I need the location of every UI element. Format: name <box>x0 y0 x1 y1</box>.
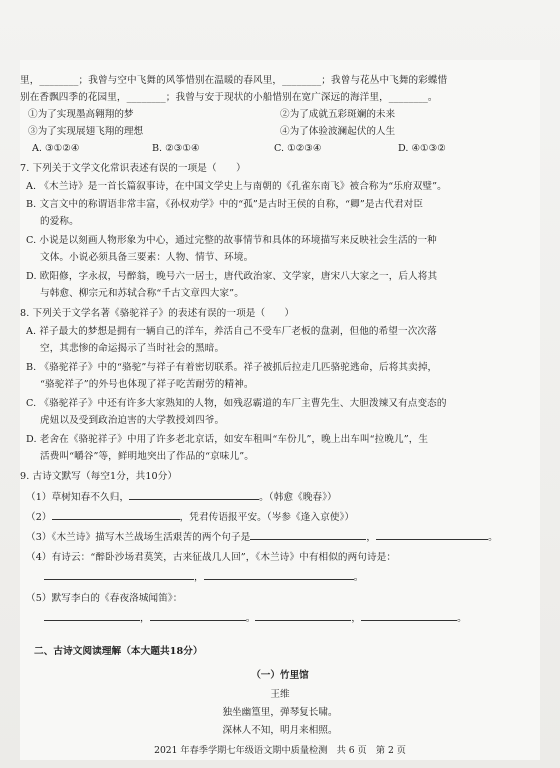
q8-stem: 8. 下列关于文学名著《骆驼祥子》的表述有误的一项是（ ） <box>20 308 295 319</box>
q8-option-d: D. 老舍在《骆驼祥子》中用了许多老北京话，如安车租叫“车份儿”，晚上出车叫“拉晚儿”，生 <box>26 434 429 445</box>
q9-sub-2 <box>26 510 354 524</box>
section-2-heading: 二、古诗文阅读理解（本大题共18分） <box>34 646 203 657</box>
q7-option-b-cont: 的爱称。 <box>40 216 79 227</box>
q9-sub1-blank[interactable] <box>129 490 259 500</box>
q6-option-b: B. ②③①④ <box>152 143 200 154</box>
q6-line1: 里，________；我曾与空中飞舞的风筝惜别在温暖的春风里，________；我曾与花丛中飞舞的彩蝶惜 <box>20 75 448 86</box>
q9-sub3-comma: ， <box>366 532 377 543</box>
q8-option-b: B. 《骆驼祥子》中的“骆驼”与祥子有着密切联系。祥子被抓后拉走几匹骆驼逃命，后将其卖掉， <box>26 362 438 373</box>
q9-sub-4: （4）有诗云：“醉卧沙场君莫笑，古来征战几人回”，《木兰诗》中有相似的两句诗是： <box>26 552 397 563</box>
q9-sub5-blank-4[interactable] <box>361 611 457 621</box>
q9-sub-1 <box>26 490 337 504</box>
q9-sub5-blank-1[interactable] <box>44 611 140 621</box>
poem-author: 王维 <box>270 689 290 700</box>
q6-option-d: D. ④①③② <box>398 143 446 154</box>
q9-sub-5: （5）默写李白的《春夜洛城闻笛》： <box>26 593 183 604</box>
q9-sub1-source: 。（韩愈《晚春》） <box>259 492 337 503</box>
q9-sub5-comma-1: ， <box>140 613 150 624</box>
poem-line-2: 深林人不知，明月来相照。 <box>222 725 338 736</box>
q7-option-d: D. 欧阳修，字永叔，号醉翁，晚号六一居士，唐代政治家、文学家，唐宋八大家之一，后人将其 <box>26 271 438 282</box>
q9-sub5-period-2: 。 <box>457 613 467 624</box>
exam-sheet <box>20 60 540 760</box>
q9-sub3-blank-2[interactable] <box>376 530 488 540</box>
q7-option-c: C. 小说是以刻画人物形象为中心，通过完整的故事情节和具体的环境描写来反映社会生活的一种 <box>26 235 437 246</box>
q6-option-a: A. ③①②④ <box>32 143 80 154</box>
q9-sub5-comma-2: ， <box>351 613 362 624</box>
poem-title: （一）竹里馆 <box>251 670 309 681</box>
q7-option-d-cont: 与韩愈、柳宗元和苏轼合称“千古文章四大家”。 <box>40 288 244 299</box>
q7-option-b: B. 文言文中的称谓语非常丰富，《孙权劝学》中的“孤”是古时王侯的自称，“卿”是古代君对臣 <box>26 199 424 210</box>
q9-sub2-source: ，凭君传语报平安。（岑参《逢入京使》） <box>179 512 355 523</box>
q9-sub-3 <box>26 530 498 544</box>
q8-option-b-cont: “骆驼祥子”的外号也体现了祥子吃苦耐劳的精神。 <box>40 379 254 390</box>
q6-item-1: ①为了实现墨高翱翔的梦 <box>28 109 134 120</box>
q9-sub3-period: 。 <box>488 532 498 543</box>
q7-stem: 7. 下列关于文学文化常识表述有误的一项是（ ） <box>20 163 246 174</box>
q8-option-a-cont: 空，其悲惨的命运揭示了当时社会的黑暗。 <box>40 343 225 354</box>
q9-sub5-period-1: 。 <box>245 613 256 624</box>
q6-item-2: ②为了成就五彩斑斓的未来 <box>280 109 396 120</box>
q6-item-3: ③为了实现展翅飞翔的理想 <box>28 126 144 137</box>
q8-option-d-cont: 活费叫“嚼谷”等，鲜明地突出了作品的“京味儿”。 <box>40 451 254 462</box>
q9-sub2-blank[interactable] <box>52 510 180 520</box>
q8-option-a: A. 祥子最大的梦想是拥有一辆自己的洋车，养活自己不受车厂老板的盘剥，但他的希望一次次落 <box>26 326 437 337</box>
q6-item-4: ④为了体验波澜起伏的人生 <box>280 126 396 137</box>
q9-sub-5-answer <box>44 611 467 625</box>
q7-option-c-cont: 文体。小说必须具备三要素：人物、情节、环境。 <box>40 252 254 263</box>
poem-line-1: 独坐幽篁里，弹琴复长啸。 <box>222 707 338 718</box>
page-footer: 2021 年春季学期七年级语文期中质量检测 共 6 页 第 2 页 <box>154 745 406 756</box>
q7-option-a: A. 《木兰诗》是一首长篇叙事诗，在中国文学史上与南朝的《孔雀东南飞》被合称为“乐府双璧”。 <box>26 181 447 192</box>
q9-sub3-prompt: （3）《木兰诗》描写木兰战场生活艰苦的两个句子是 <box>26 532 251 543</box>
q9-sub-4-answer <box>44 570 363 584</box>
q9-sub2-number: （2） <box>26 512 52 523</box>
q8-option-c-cont: 虎妞以及受到政治迫害的大学教授刘四爷。 <box>40 415 225 426</box>
q9-sub1-prompt: （1）草树知春不久归， <box>26 492 130 503</box>
q9-sub4-blank-1[interactable] <box>44 570 194 580</box>
q9-sub4-comma: ， <box>194 572 204 583</box>
q9-sub4-blank-2[interactable] <box>204 570 354 580</box>
q9-stem: 9. 古诗文默写（每空1分，共10分） <box>20 471 178 482</box>
q8-option-c: C. 《骆驼祥子》中还有许多大家熟知的人物，如残忍霸道的车厂主曹先生、大胆泼辣又有点变态的 <box>26 398 447 409</box>
q9-sub5-blank-2[interactable] <box>150 611 246 621</box>
q6-option-c: C. ①②③④ <box>274 143 322 154</box>
q9-sub5-blank-3[interactable] <box>255 611 351 621</box>
q9-sub4-period: 。 <box>353 572 364 583</box>
q9-sub3-blank-1[interactable] <box>250 530 366 540</box>
q6-line2: 别在香飘四季的花园里，________；我曾与安于现状的小船惜别在宽广深远的海洋里，________。 <box>20 92 438 103</box>
